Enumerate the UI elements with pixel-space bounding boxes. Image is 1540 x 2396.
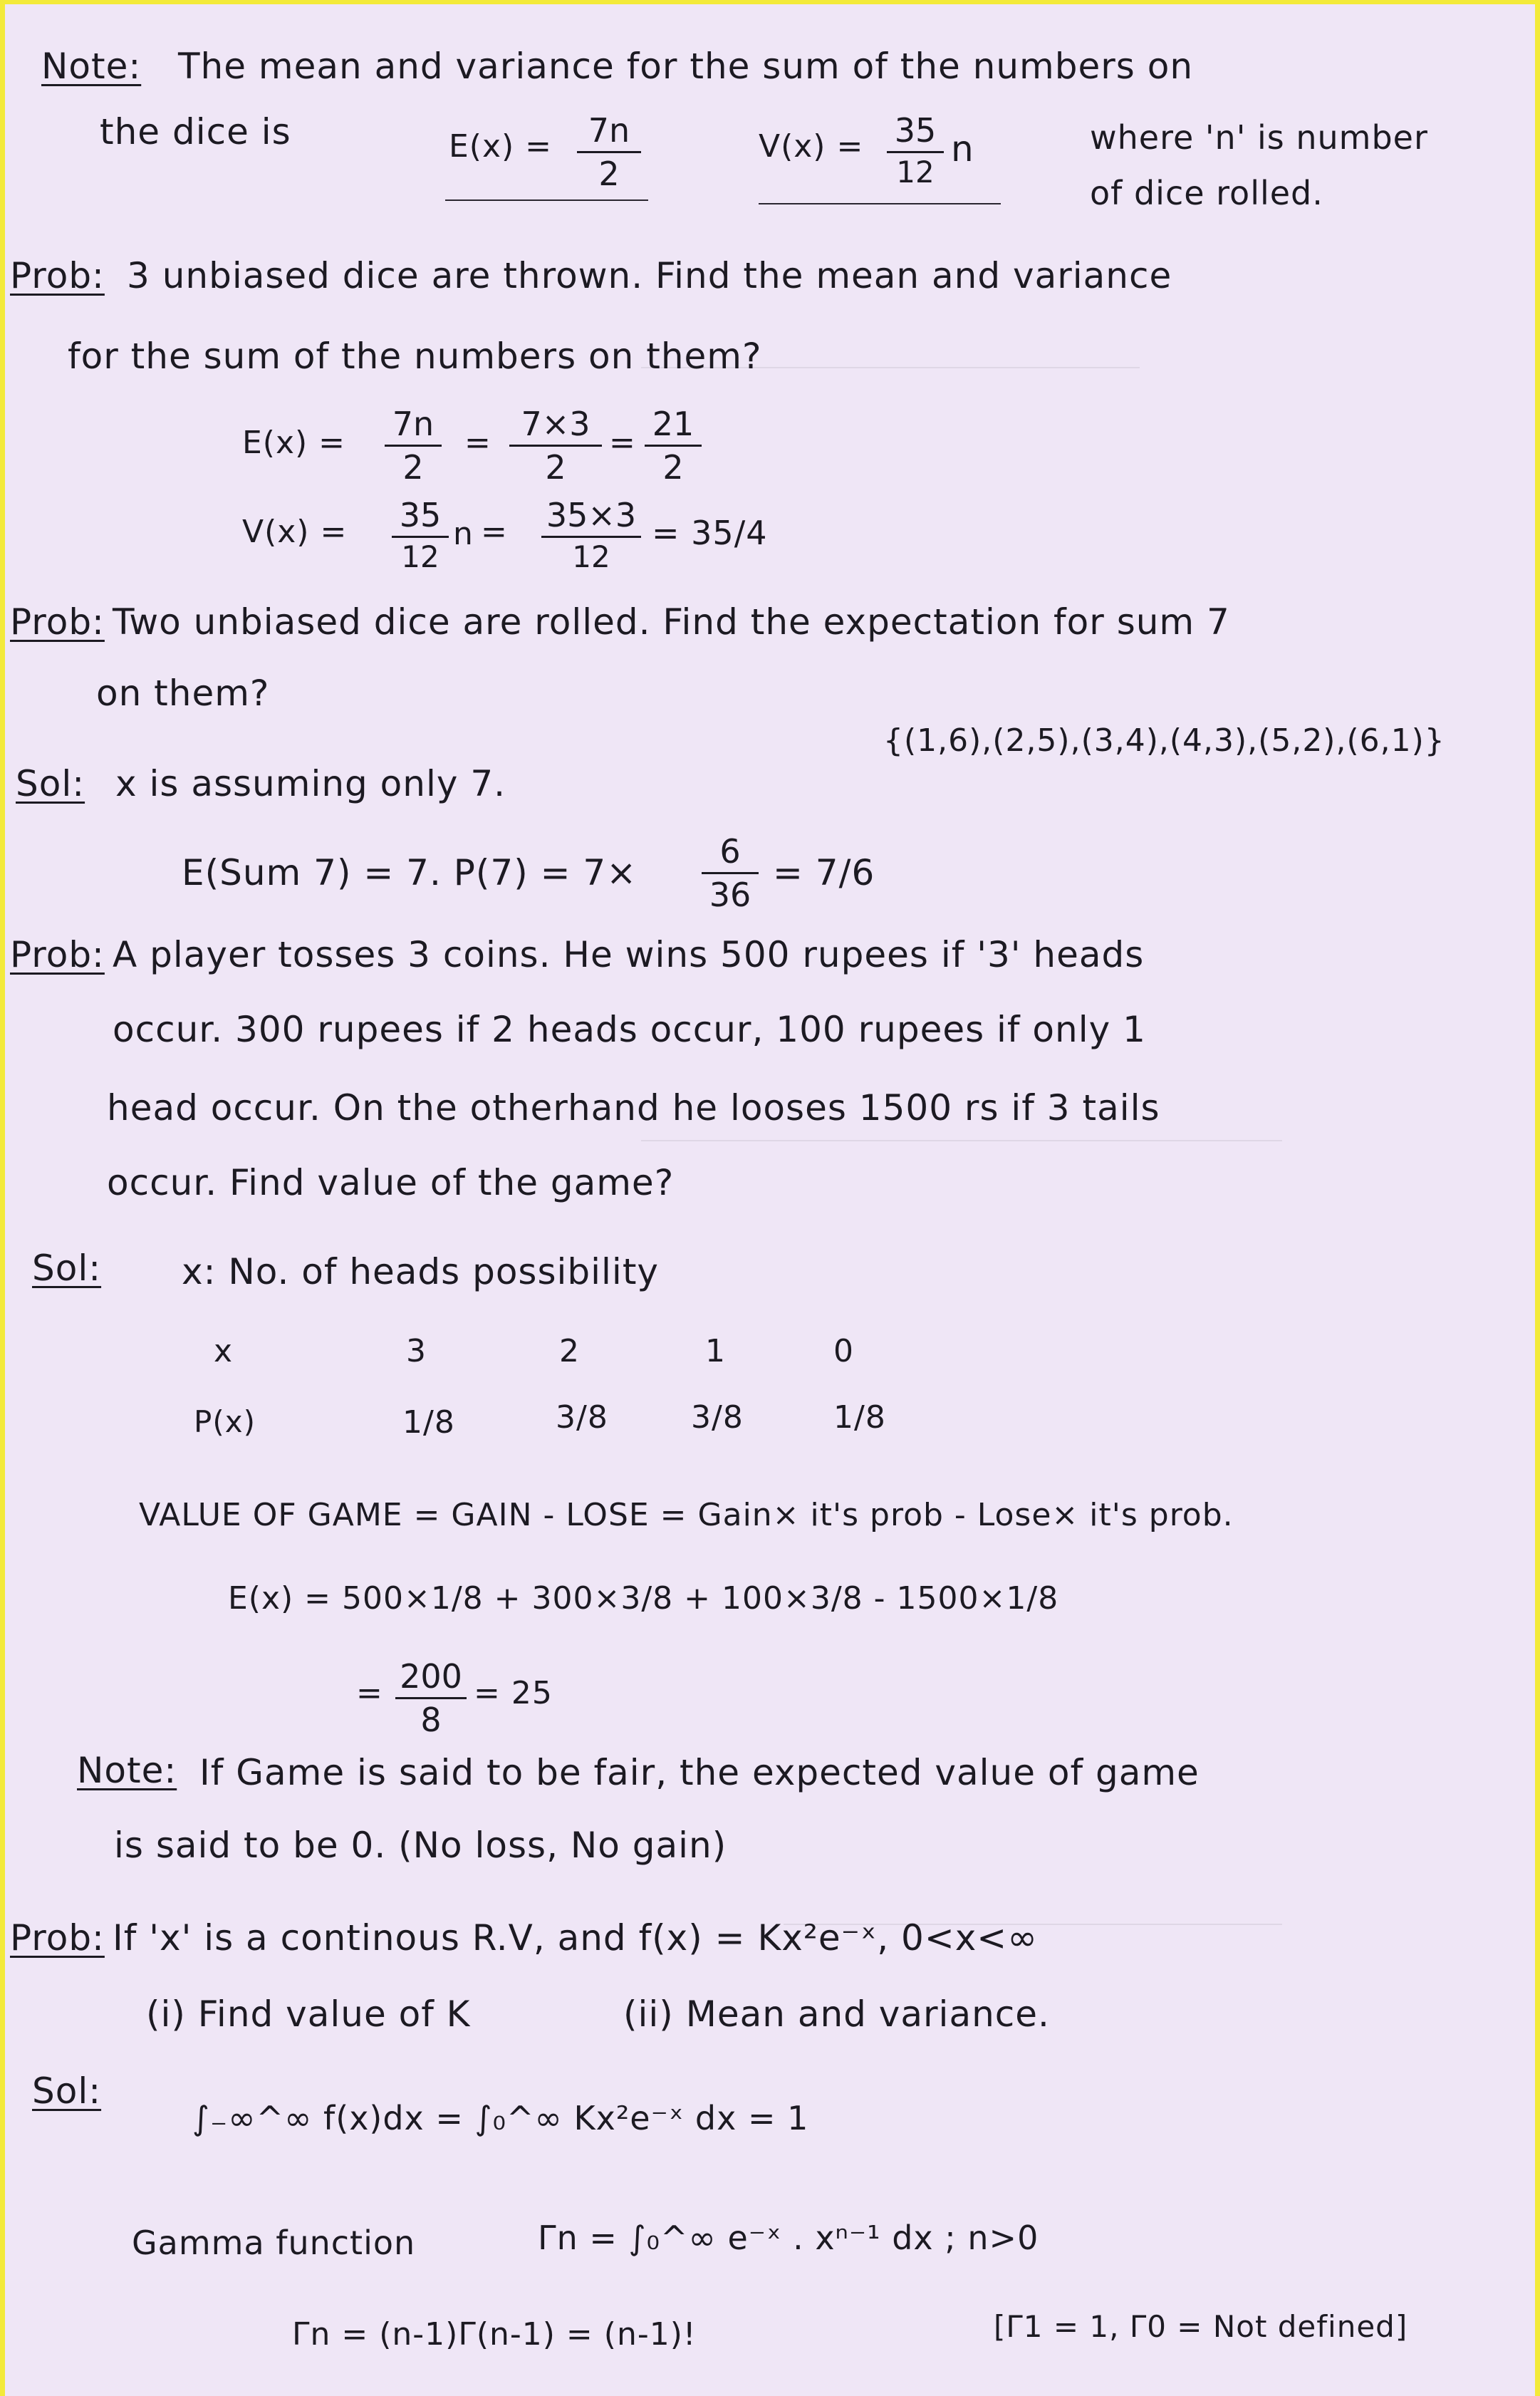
table-cell: 2 <box>559 1333 580 1369</box>
gamma-note: [Γ1 = 1, Γ0 = Not defined] <box>994 2309 1408 2344</box>
note-text: where 'n' is number <box>1090 118 1428 157</box>
prob-text: 3 unbiased dice are thrown. Find the mean and variance <box>127 255 1172 296</box>
mean-formula-lhs: E(x) = <box>449 128 553 165</box>
variance-n: n <box>951 128 974 170</box>
fraction-numerator: 6 <box>719 832 741 871</box>
note-label: Note: <box>41 46 142 87</box>
fraction-bar <box>395 1697 467 1699</box>
prob-text: (i) Find value of K <box>146 1993 471 2035</box>
fraction-bar <box>887 151 944 153</box>
vx-lhs: V(x) = <box>242 514 348 550</box>
equals-sign: = <box>481 514 508 550</box>
prob-text: A player tosses 3 coins. He wins 500 rupees if '3' heads <box>113 934 1145 975</box>
sol-label: Sol: <box>16 763 85 804</box>
integral-equation: ∫₋∞^∞ f(x)dx = ∫₀^∞ Kx²e⁻ˣ dx = 1 <box>192 2099 809 2137</box>
prob-label: Prob: <box>10 934 105 975</box>
fraction-numerator: 35×3 <box>546 496 637 534</box>
gamma-recurrence: Γn = (n-1)Γ(n-1) = (n-1)! <box>292 2316 697 2353</box>
outcome-pairs: {(1,6),(2,5),(3,4),(4,3),(5,2),(6,1)} <box>883 722 1445 759</box>
prob-text: on them? <box>96 673 270 714</box>
prob-text: for the sum of the numbers on them? <box>68 336 762 377</box>
fraction-denominator: 2 <box>598 155 620 193</box>
fraction-denominator: 2 <box>662 448 684 487</box>
table-cell: 1/8 <box>833 1399 886 1436</box>
sol-text: x: No. of heads possibility <box>182 1251 660 1292</box>
fraction-denominator: 12 <box>572 539 610 574</box>
prob-label: Prob: <box>10 601 105 643</box>
note-text: of dice rolled. <box>1090 174 1323 212</box>
gamma-definition: Γn = ∫₀^∞ e⁻ˣ . xⁿ⁻¹ dx ; n>0 <box>538 2219 1039 2257</box>
expectation-fraction <box>702 832 759 914</box>
bleed-line <box>641 1140 1282 1141</box>
vx-n: n <box>453 516 474 552</box>
prob-text: (ii) Mean and variance. <box>623 1993 1050 2035</box>
equals-sign: = <box>464 425 491 461</box>
equals-sign: = <box>356 1675 383 1711</box>
fraction-bar <box>541 536 641 538</box>
fraction-denominator: 12 <box>896 155 935 190</box>
ex-fraction-2 <box>509 405 602 487</box>
prob-text: If 'x' is a continous R.V, and f(x) = Kx²e⁻ˣ, 0<x<∞ <box>113 1917 1038 1959</box>
table-p-label: P(x) <box>194 1404 256 1439</box>
note-text: The mean and variance for the sum of the numbers on <box>178 46 1194 87</box>
fraction-numerator: 7×3 <box>521 405 590 443</box>
variance-formula-lhs: V(x) = <box>759 128 864 165</box>
expectation-lhs: E(Sum 7) = 7. P(7) = 7× <box>182 852 638 893</box>
table-cell: 3/8 <box>556 1399 608 1436</box>
variance-fraction <box>887 111 944 190</box>
fraction-bar <box>577 151 641 153</box>
prob-label: Prob: <box>10 1917 105 1959</box>
mean-fraction <box>577 111 641 193</box>
note-text: the dice is <box>100 111 291 152</box>
prob-text: occur. Find value of the game? <box>107 1162 675 1203</box>
equals-sign: = <box>609 425 636 461</box>
vx-fraction-1 <box>392 496 449 574</box>
value-of-game-line: VALUE OF GAME = GAIN - LOSE = Gain× it's prob - Lose× it's prob. <box>139 1497 1234 1533</box>
game-result: = 25 <box>474 1675 553 1711</box>
table-x-label: x <box>214 1333 234 1369</box>
table-cell: 1 <box>705 1333 726 1369</box>
gamma-label: Gamma function <box>132 2224 416 2262</box>
fraction-bar <box>385 445 442 447</box>
vx-fraction-2 <box>541 496 641 574</box>
formula-underline <box>445 199 648 201</box>
fraction-numerator: 7n <box>392 405 435 443</box>
game-result-fraction <box>395 1657 467 1739</box>
formula-underline <box>759 203 1001 204</box>
fraction-numerator: 35 <box>894 111 937 150</box>
prob-label: Prob: <box>10 255 105 296</box>
sol-text: x is assuming only 7. <box>115 763 506 804</box>
note-text: is said to be 0. (No loss, No gain) <box>114 1825 727 1866</box>
note-text: If Game is said to be fair, the expected value of game <box>199 1752 1200 1793</box>
table-cell: 3/8 <box>691 1399 744 1436</box>
fraction-bar <box>392 536 449 538</box>
fraction-denominator: 8 <box>420 1701 442 1739</box>
table-cell: 1/8 <box>402 1404 455 1441</box>
sol-label: Sol: <box>32 1248 102 1289</box>
fraction-bar <box>509 445 602 447</box>
note-label: Note: <box>77 1750 177 1791</box>
fraction-numerator: 7n <box>588 111 630 150</box>
fraction-bar <box>702 872 759 874</box>
ex-fraction-1 <box>385 405 442 487</box>
expectation-result: = 7/6 <box>773 852 875 893</box>
table-cell: 3 <box>406 1333 427 1369</box>
fraction-denominator: 12 <box>401 539 439 574</box>
vx-result: = 35/4 <box>652 514 768 552</box>
table-cell: 0 <box>833 1333 854 1369</box>
ex-fraction-3 <box>645 405 702 487</box>
fraction-denominator: 2 <box>402 448 424 487</box>
game-expectation: E(x) = 500×1/8 + 300×3/8 + 100×3/8 - 1500×1/8 <box>228 1580 1059 1617</box>
ex-lhs: E(x) = <box>242 425 346 461</box>
prob-text: occur. 300 rupees if 2 heads occur, 100 rupees if only 1 <box>113 1009 1146 1050</box>
prob-text: Two unbiased dice are rolled. Find the expectation for sum 7 <box>113 601 1230 643</box>
sol-label: Sol: <box>32 2070 102 2112</box>
fraction-numerator: 35 <box>399 496 442 534</box>
fraction-numerator: 21 <box>652 405 694 443</box>
fraction-denominator: 36 <box>709 876 751 914</box>
fraction-bar <box>645 445 702 447</box>
fraction-numerator: 200 <box>400 1657 462 1696</box>
fraction-denominator: 2 <box>545 448 566 487</box>
prob-text: head occur. On the otherhand he looses 1500 rs if 3 tails <box>107 1087 1160 1129</box>
